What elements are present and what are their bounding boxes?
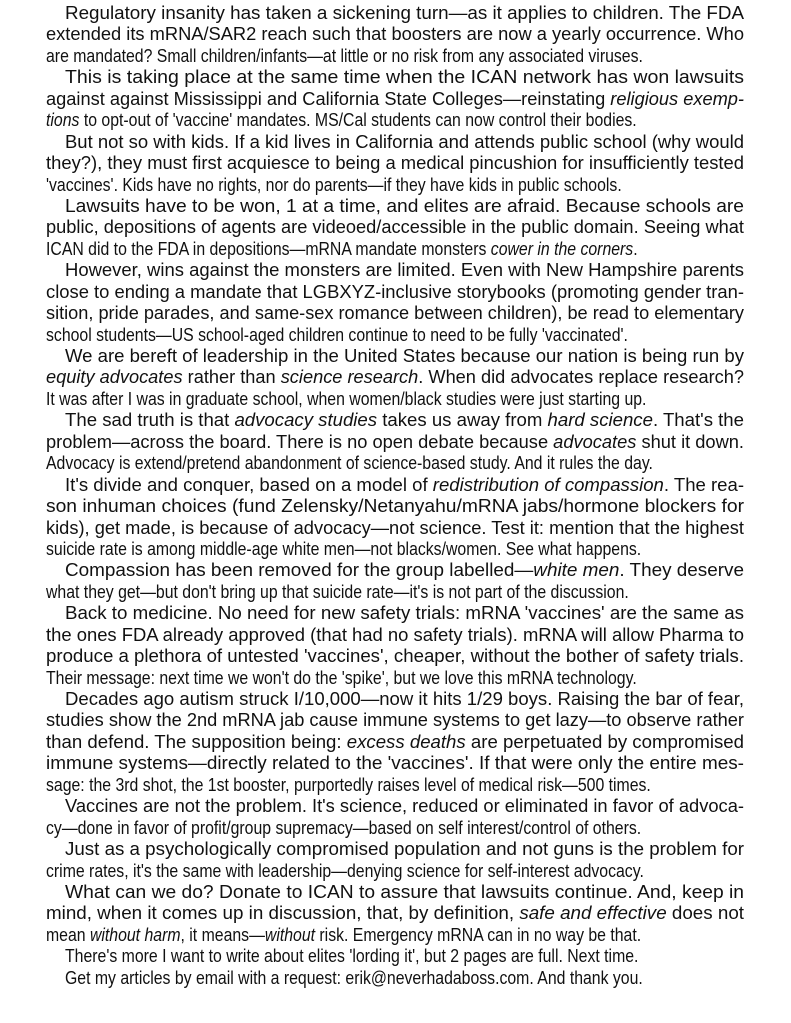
text-line: [46, 709, 744, 730]
text-line-content: There's more I want to write about elites 'lording it', but 2 pages are full. Next time.: [65, 945, 639, 967]
text-line-content: the ones FDA already approved (that had no safety trials). mRNA will allow Pharma to: [46, 623, 744, 645]
text-line: [46, 817, 744, 838]
paragraph: [46, 474, 744, 560]
text-line: [46, 774, 744, 795]
text-line-content: Advocacy is extend/pretend abandonment of science-based study. And it rules the day.: [46, 452, 653, 474]
text-line-content: It was after I was in graduate school, when women/black studies were just starting up.: [46, 387, 647, 409]
paragraph: [46, 2, 744, 66]
text-line-content: crime rates, it's the same with leadership—denying science for self-interest advocacy.: [46, 859, 644, 881]
paragraph: [46, 559, 744, 602]
text-line-content: they?), they must first acquiesce to being a medical pincushion for insufficiently tested: [46, 152, 744, 174]
text-line: [46, 131, 744, 152]
text-line-content: what they get—but don't bring up that suicide rate—it's is not part of the discussion.: [46, 580, 629, 602]
text-line: [46, 409, 744, 430]
text-line-content: kids), get made, is because of advocacy—not science. Test it: mention that the highest: [46, 516, 744, 538]
paragraph: [46, 409, 744, 473]
text-line-content: sition, pride parades, and same-sex romance between children), be read to elementary: [46, 302, 744, 324]
text-line-content: However, wins against the monsters are limited. Even with New Hampshire parents: [65, 259, 744, 281]
text-line: [46, 2, 744, 23]
paragraph: [46, 881, 744, 945]
paragraph: [46, 967, 744, 988]
text-line: [46, 667, 744, 688]
text-line-content: Their message: next time we won't do the 'spike', but we love this mRNA technology.: [46, 666, 637, 688]
paragraph: [46, 345, 744, 409]
text-line-content: We are bereft of leadership in the United States because our nation is being run by: [65, 345, 744, 366]
paragraph: [46, 688, 744, 795]
text-line-content: Decades ago autism struck I/10,000—now it hits 1/29 boys. Raising the bar of fear,: [65, 688, 744, 709]
text-line-content: ICAN did to the FDA in depositions—mRNA mandate monsters cower in the corners.: [46, 237, 638, 259]
text-line: [46, 838, 744, 859]
text-line-content: 'vaccines'. Kids have no rights, nor do parents—if they have kids in public schools.: [46, 173, 622, 195]
text-line-content: Just as a psychologically compromised population and not guns is the problem for: [65, 838, 744, 860]
text-line: [46, 967, 744, 988]
text-line-content: studies show the 2nd mRNA jab cause immune systems to get lazy—to observe rather: [46, 709, 744, 731]
text-line: [46, 195, 744, 216]
text-line: [46, 45, 744, 66]
text-line-content: suicide rate is among middle-age white men—not blacks/women. See what happens.: [46, 537, 642, 559]
paragraph: [46, 838, 744, 881]
text-line: [46, 602, 744, 623]
text-line: [46, 688, 744, 709]
text-line-content: Lawsuits have to be won, 1 at a time, and elites are afraid. Because schools are: [65, 194, 744, 216]
text-line: [46, 66, 744, 87]
text-line-content: The sad truth is that advocacy studies takes us away from hard science. That's the: [65, 409, 744, 431]
text-line-content: than defend. The supposition being: excess deaths are perpetuated by compromised: [46, 730, 744, 752]
text-line-content: tions to opt-out of 'vaccine' mandates. MS/Cal students can now control their bodies.: [46, 109, 637, 131]
text-line: [46, 945, 744, 966]
text-line-content: Back to medicine. No need for new safety trials: mRNA 'vaccines' are the same as: [65, 602, 744, 624]
paragraph: [46, 66, 744, 130]
text-line: [46, 538, 744, 559]
text-line: [46, 559, 744, 580]
text-line-content: extended its mRNA/SAR2 reach such that boosters are now a yearly occurrence. Who: [46, 23, 744, 45]
text-line-content: It's divide and conquer, based on a model of redistribution of compassion. The rea-: [65, 473, 744, 495]
text-line: [46, 731, 744, 752]
text-line-content: cy—done in favor of profit/group supremacy—based on self interest/control of others.: [46, 816, 642, 838]
text-line-content: But not so with kids. If a kid lives in California and attends public school (why would: [65, 130, 744, 152]
text-line: [46, 152, 744, 173]
text-line-content: public, depositions of agents are videoed/accessible in the public domain. Seeing what: [46, 216, 744, 238]
text-line: [46, 495, 744, 516]
text-line: [46, 624, 744, 645]
text-line: [46, 795, 744, 816]
text-line: [46, 860, 744, 881]
text-line: [46, 881, 744, 902]
text-line: [46, 452, 744, 473]
text-line: [46, 645, 744, 666]
text-line: [46, 902, 744, 923]
text-line-content: against against Mississippi and California State Colleges—reinstating religious exemp-: [46, 87, 744, 109]
text-line: [46, 366, 744, 387]
text-line-content: Regulatory insanity has taken a sickening turn—as it applies to children. The FDA: [65, 2, 744, 23]
text-line-content: close to ending a mandate that LGBXYZ-inclusive storybooks (promoting gender tran-: [46, 280, 744, 302]
text-line-content: immune systems—directly related to the 'vaccines'. If that were only the entire mes-: [46, 752, 744, 774]
article-body: [46, 2, 744, 988]
text-line: [46, 174, 744, 195]
text-line: [46, 431, 744, 452]
paragraph: [46, 259, 744, 345]
text-line: [46, 752, 744, 773]
paragraph: [46, 195, 744, 259]
text-line: [46, 345, 744, 366]
paragraph: [46, 945, 744, 966]
paragraph: [46, 131, 744, 195]
text-line-content: are mandated? Small children/infants—at little or no risk from any associated viruses.: [46, 44, 643, 66]
text-line: [46, 259, 744, 280]
paragraph: [46, 602, 744, 688]
text-line-content: problem—across the board. There is no open debate because advocates shut it down.: [46, 430, 744, 452]
text-line: [46, 216, 744, 237]
text-line-content: Get my articles by email with a request: erik@neverhadaboss.com. And thank you.: [65, 966, 643, 988]
text-line: [46, 238, 744, 259]
text-line: [46, 474, 744, 495]
paragraph: [46, 795, 744, 838]
text-line: [46, 517, 744, 538]
text-line-content: school students—US school-aged children continue to need to be fully 'vaccinated'.: [46, 323, 628, 345]
text-line: [46, 302, 744, 323]
text-line-content: What can we do? Donate to ICAN to assure that lawsuits continue. And, keep in: [65, 880, 744, 902]
text-line-content: This is taking place at the same time when the ICAN network has won lawsuits: [65, 66, 744, 88]
text-line: [46, 924, 744, 945]
text-line: [46, 281, 744, 302]
text-line-content: equity advocates rather than science research. When did advocates replace research?: [46, 366, 744, 388]
text-line: [46, 23, 744, 44]
text-line-content: Compassion has been removed for the group labelled—white men. They deserve: [65, 559, 744, 581]
text-line: [46, 88, 744, 109]
text-line-content: produce a plethora of untested 'vaccines', cheaper, without the bother of safety trials.: [46, 645, 744, 667]
text-line: [46, 324, 744, 345]
text-line-content: son inhuman choices (fund Zelensky/Netanyahu/mRNA jabs/hormone blockers for: [46, 495, 744, 517]
text-line-content: mean without harm, it means—without risk. Emergency mRNA can in no way be that.: [46, 923, 642, 945]
text-line-content: sage: the 3rd shot, the 1st booster, purportedly raises level of medical risk—500 times.: [46, 773, 651, 795]
text-line-content: mind, when it comes up in discussion, that, by definition, safe and effective does not: [46, 902, 744, 924]
text-line-content: Vaccines are not the problem. It's science, reduced or eliminated in favor of advoca-: [65, 795, 744, 817]
text-line: [46, 581, 744, 602]
text-line: [46, 388, 744, 409]
text-line: [46, 109, 744, 130]
